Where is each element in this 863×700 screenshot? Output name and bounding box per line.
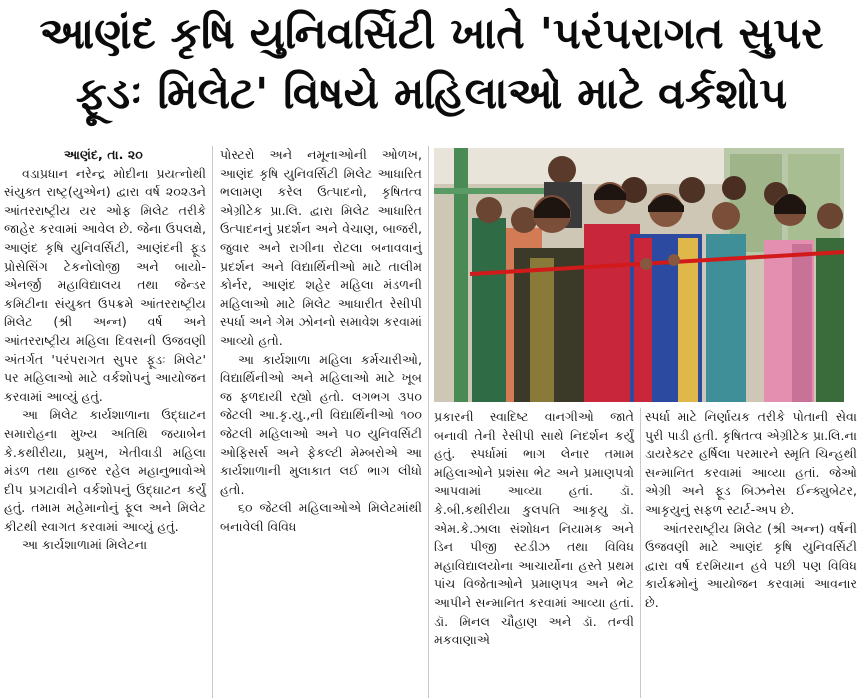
paragraph: આ કાર્યશાળા મહિલા કર્મચારીઓ, વિદ્યાર્થિનીઓ અને મહિલાઓ માટે ખૂબ જ ફળદાયી રહ્યો હતો. લગભગ ૩૫૦ જેટલી આ.કૃ.યુ.,ની વિદ્યાર્થિનીઓ ૧૦૦ જેટલી મહિલાઓ અને ૫૦ યુનિવર્સિટી ઓફિસર્સ અને ફેકલ્ટી મેમ્બરોએ આ કાર્યશાળાની મુલાકાત લઈ ભાગ લીધો હતો.	[220, 351, 422, 497]
paragraph: વડાપ્રધાન નરેન્દ્ર મોદીના પ્રયત્નોથી સંયુક્ત રાષ્ટ્ર(યુએન) દ્વારા વર્ષ ૨૦૨૩ને આંતરરાષ્ટ્રીય યર ઓફ મિલેટ તરીકે જાહેર કરવામાં આવેલ છે. જેના ઉપલક્ષે, આણંદ કૃષિ યુનિવર્સિટી, આણંદની ફૂડ પ્રોસેસિંગ ટેકનોલોજી અને બાયો-એનર્જી મહાવિદ્યાલય તથા જેન્ડર કમિટીના સંયુક્ત ઉપક્રમે આંતરરાષ્ટ્રીય મિલેટ (શ્રી અન્ન) વર્ષ અને આંતરરાષ્ટ્રીય મહિલા દિવસની ઉજવણી અંતર્ગત 'પરંપરાગત સુપર ફૂડઃ મિલેટ' પર મહિલાઓ માટે વર્કશોપનું આયોજન કરવામાં આવ્યું હતું.	[4, 165, 206, 404]
paragraph: આંતરરાષ્ટ્રીય મિલેટ (શ્રી અન્ન) વર્ષની ઉજવણી માટે આણંદ કૃષિ યુનિવર્સિટી દ્વારા વર્ષ દરમિયાન હવે પછી પણ વિવિધ કાર્યક્રમોનું આયોજન કરવામાં આવનાર છે.	[645, 520, 857, 610]
column-divider	[428, 146, 429, 698]
paragraph: આ મિલેટ કાર્યશાળાના ઉદ્ઘાટન સમારોહના મુખ્ય અતિથિ જયાબેન કે.કથીરીયા, પ્રમુખ, ખેતીવાડી મહિલા મંડળ તથા હાજર રહેલ મહાનુભાવોએ દીપ પ્રગટાવીને વર્કશોપનું ઉદ્ઘાટન કર્યું હતું. તમામ મહેમાનોનું ફૂલ અને મિલેટ કીટથી સ્વાગત કરવામાં આવ્યું હતું.	[4, 407, 206, 534]
headline-line-2: ફૂડઃ મિલેટ' વિષયે મહિલાઓ માટે વર્કશોપ	[75, 69, 788, 119]
dateline: આણંદ, તા. ૨૦	[64, 147, 143, 162]
headline	[0, 4, 863, 124]
ribbon-cutting-photo	[434, 148, 844, 402]
article-column-2	[220, 146, 422, 536]
paragraph: ૬૦ જેટલી મહિલાઓએ મિલેટમાંથી બનાવેલી વિવિધ	[220, 500, 422, 534]
headline-line-1: આણંદ કૃષિ યુનિવર્સિટી ખાતે 'પરંપરાગત સુપર	[39, 9, 824, 59]
column-divider	[212, 146, 213, 698]
paragraph: પોસ્ટરો અને નમૂનાઓની ઓળખ, આણંદ કૃષિ યુનિવર્સિટી મિલેટ આધારિત ભલામણ કરેલ ઉત્પાદનો, કૃષિતત્વ એગ્રીટેક પ્રા.લિ. દ્વારા મિલેટ આધારિત ઉત્પાદનનું પ્રદર્શન અને વેચાણ, બાજરી, જુવાર અને રાગીના રોટલા બનાવવાનું પ્રદર્શન અને વિદ્યાર્થિનીઓ માટે તાલીમ કોર્નર, આણંદ શહેર મહિલા મંડળની મહિલાઓ માટે મિલેટ આધારીત રેસીપી સ્પર્ધા અને ગેમ ઝોનનો સમાવેશ કરવામાં આવ્યો હતો.	[220, 147, 422, 348]
article-column-4	[645, 408, 857, 613]
paragraph: પ્રકારની સ્વાદિષ્ટ વાનગીઓ જાતે બનાવી તેની રેસીપી સાથે નિદર્શન કર્યું હતું. સ્પર્ધામાં ભાગ લેનાર તમામ મહિલાઓને પ્રશંસા ભેટ અને પ્રમાણપત્રો આપવામાં આવ્યા હતાં. ડૉ. કે.બી.કથીરીયા કુલપતિ આકૃયુ ડૉ. એમ.કે.ઝાલા સંશોધન નિયામક અને ડિન પીજી સ્ટડીઝ તથા વિવિધ મહાવિદ્યાલયોના આચાર્યોના હસ્તે પ્રથમ પાંચ વિજેતાઓને પ્રમાણપત્ર અને ભેટ આપીને સન્માનિત કરવામાં આવ્યા હતાં. ડૉ. મિનલ ચૌહાણ અને ડૉ. તન્વી મકવાણાએ	[434, 409, 634, 648]
paragraph: સ્પર્ધા માટે નિર્ણાયક તરીકે પોતાની સેવા પુરી પાડી હતી. કૃષિતત્વ એગ્રીટેક પ્રા.લિ.ના ડાયરેક્ટર હર્ષિલા પરમારને સ્મૃતિ ચિન્હથી સન્માનિત કરવામાં આવ્યા હતાં. જેઓ એગ્રી અને ફૂડ બિઝનેસ ઈન્ક્યુબેટર, આકૃયુનું સફળ સ્ટાર્ટ-અપ છે.	[645, 409, 857, 517]
paragraph: આ કાર્યશાળામાં મિલેટના	[22, 537, 148, 553]
column-divider	[640, 408, 641, 698]
article-column-3	[434, 408, 634, 650]
article-column-1	[4, 146, 206, 555]
event-photo	[434, 148, 844, 402]
